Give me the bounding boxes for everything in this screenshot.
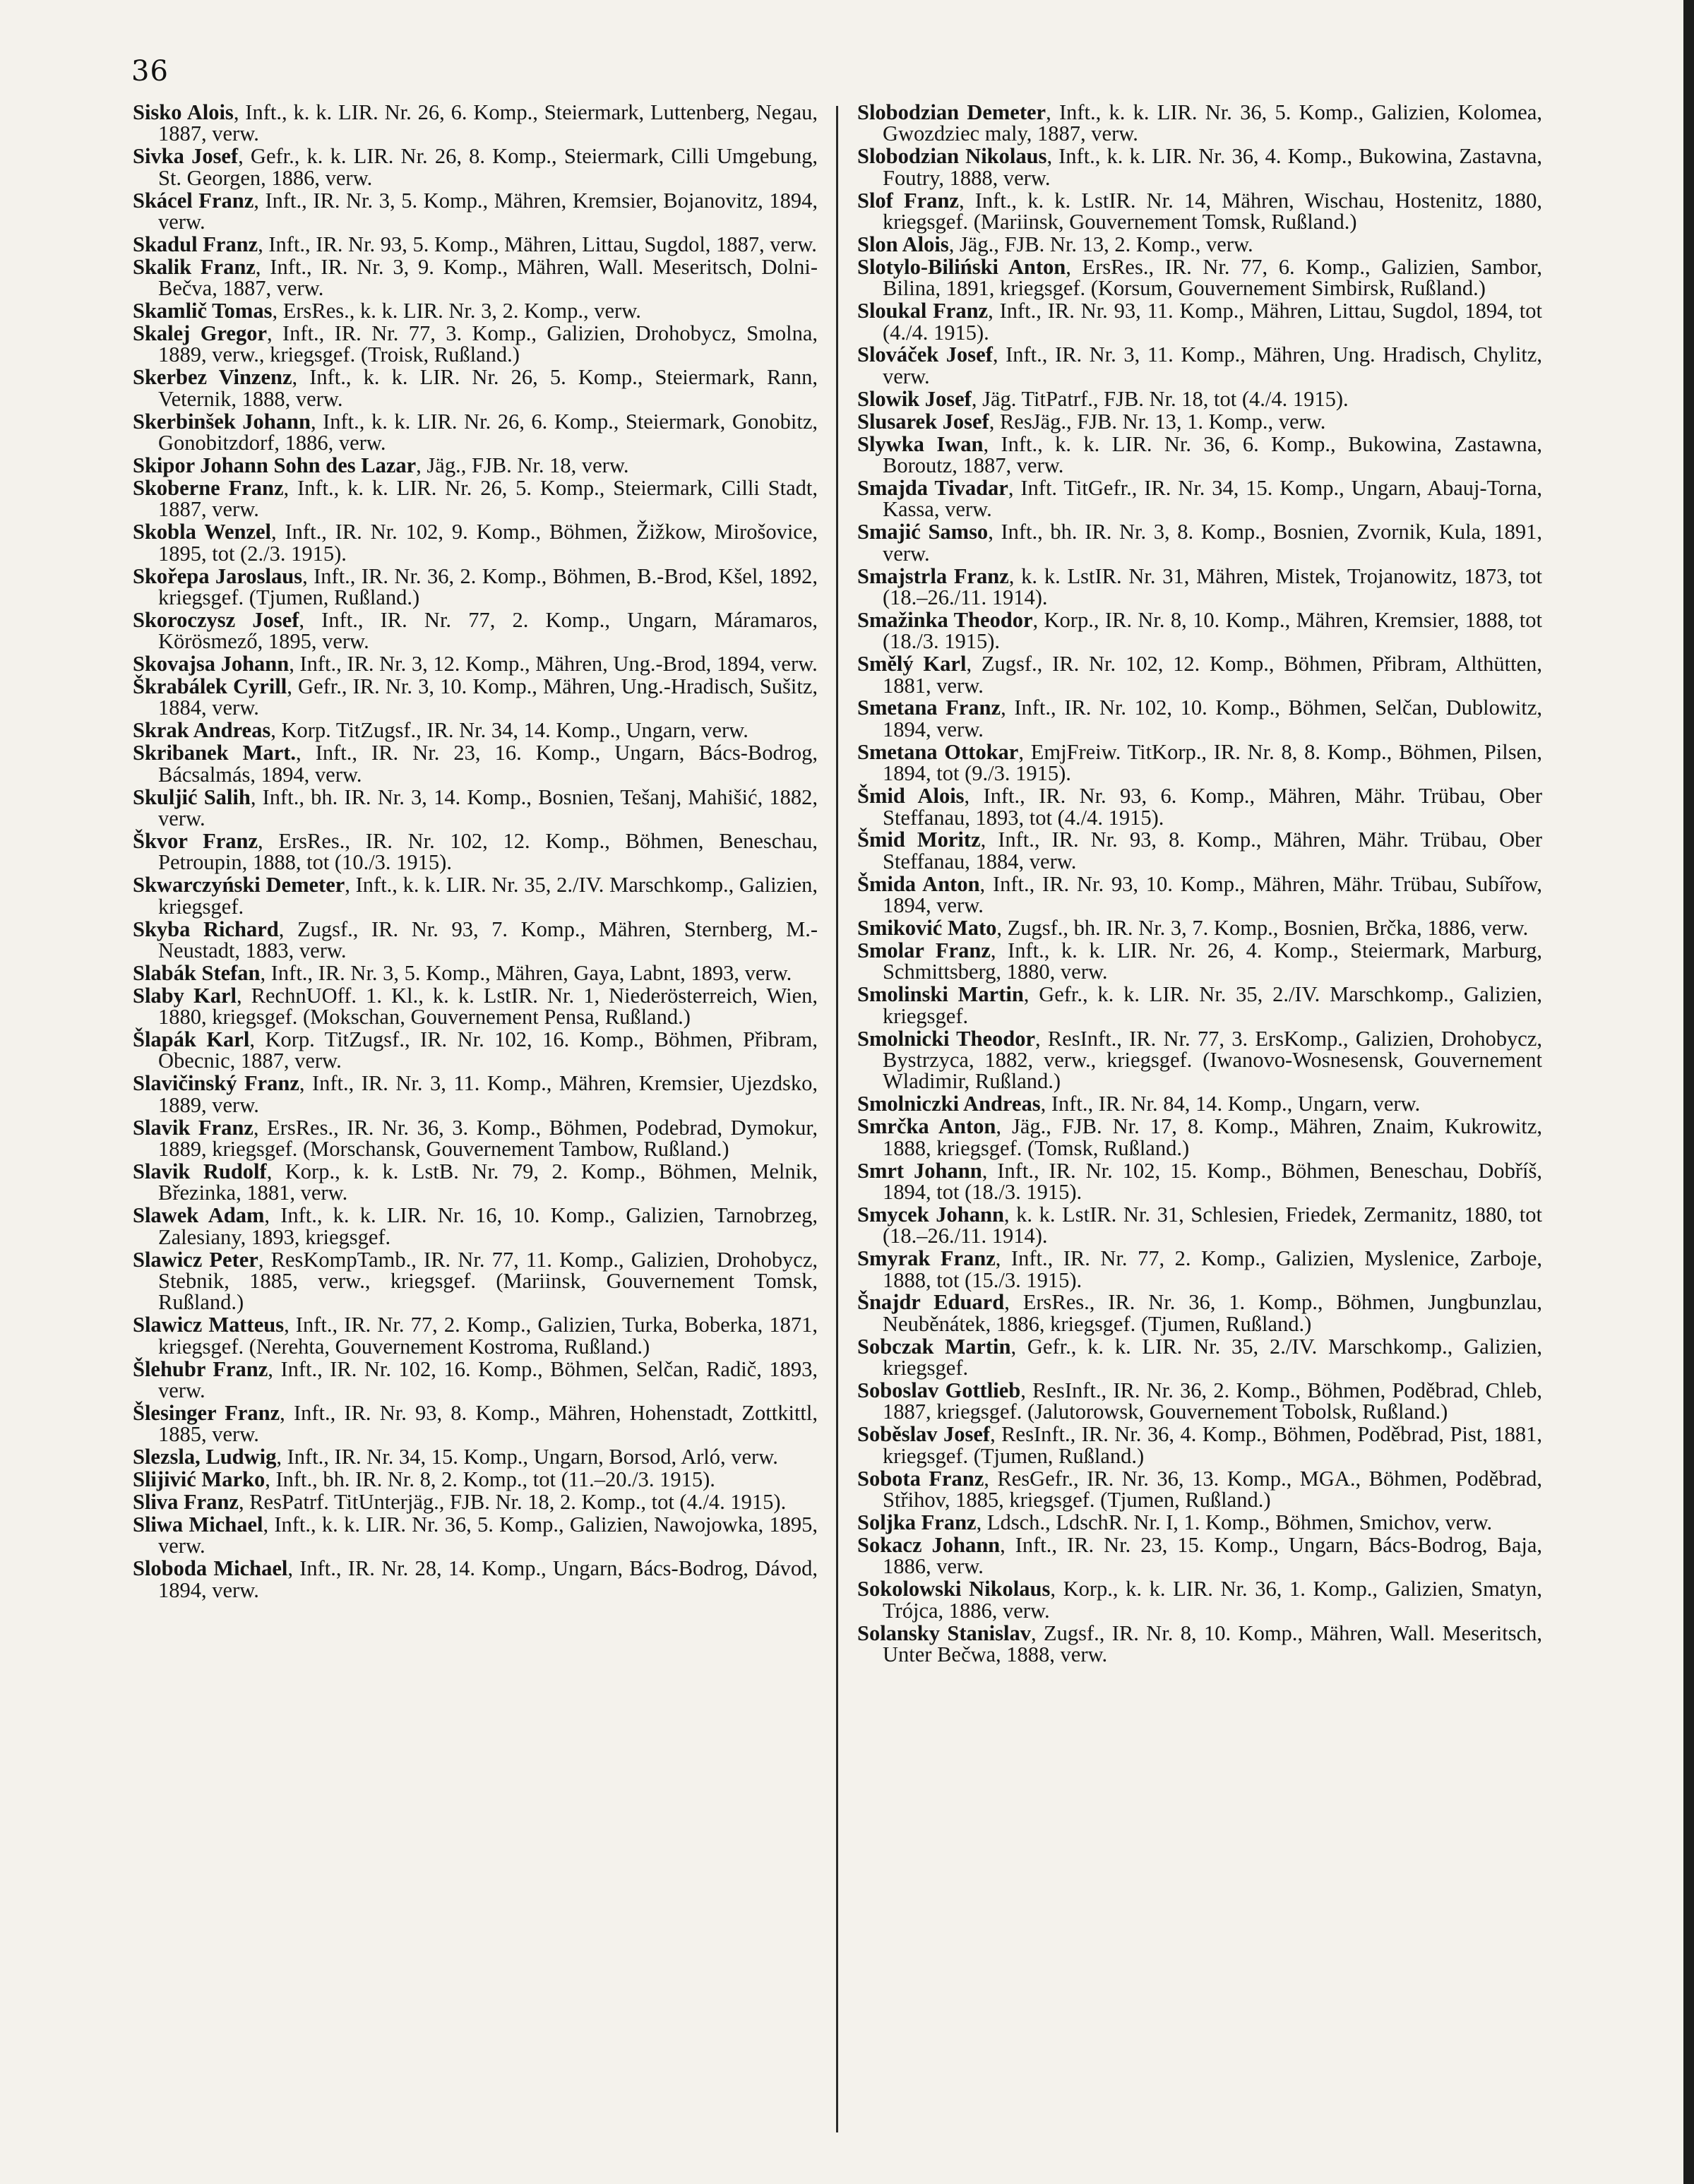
entry-details: , Inft., k. k. LIR. Nr. 36, 5. Komp., Galizien, Nawojowka, 1895, verw.	[158, 1512, 818, 1558]
entry-name: Smetana Ottokar	[857, 739, 1019, 764]
entry-details: , Inft., bh. IR. Nr. 8, 2. Komp., tot (11.–20./3. 1915).	[265, 1467, 715, 1492]
entry-details: , RechnUOff. 1. Kl., k. k. LstIR. Nr. 1, Niederösterreich, Wien, 1880, kriegsgef. (Mokschan, Gouvernement Pensa, Rußland.)	[158, 983, 818, 1030]
entry-name: Skoberne Franz	[133, 475, 284, 500]
entry-details: , Inft., IR. Nr. 3, 5. Komp., Mähren, Kremsier, Bojanovitz, 1894, verw.	[158, 188, 818, 234]
entry-details: , Inft., k. k. LIR. Nr. 26, 6. Komp., Steiermark, Luttenberg, Negau, 1887, verw.	[158, 100, 818, 146]
entry-name: Skadul Franz	[133, 232, 258, 256]
list-item	[133, 830, 818, 873]
entry-name: Slawek Adam	[133, 1203, 265, 1228]
entry-details: , Inft., IR. Nr. 36, 2. Komp., Böhmen, B.-Brod, Kšel, 1892, kriegsgef. (Tjumen, Rußland.)	[158, 563, 818, 609]
entry-details: , Korp., k. k. LIR. Nr. 36, 1. Komp., Galizien, Smatyn, Trójca, 1886, verw.	[883, 1577, 1542, 1623]
entry-details: , Inft., IR. Nr. 28, 14. Komp., Ungarn, Bács-Bodrog, Dávod, 1894, verw.	[158, 1556, 818, 1602]
entry-details: , Gefr., k. k. LIR. Nr. 26, 8. Komp., Steiermark, Cilli Umgebung, St. Georgen, 1886, verw.	[158, 144, 818, 190]
list-item	[133, 742, 818, 785]
entry-details: , ErsRes., IR. Nr. 36, 1. Komp., Böhmen, Jungbunzlau, Neuběnátek, 1886, kriegsgef. (Tjumen, Rußland.)	[883, 1290, 1542, 1336]
column-divider	[836, 106, 838, 2132]
list-item	[133, 784, 818, 830]
list-item	[857, 916, 1542, 941]
list-item	[857, 1116, 1542, 1159]
entry-details: , Korp. TitZugsf., IR. Nr. 34, 14. Komp., Ungarn, verw.	[270, 718, 748, 743]
entry-details: , Inft., k. k. LIR. Nr. 35, 2./IV. Marschkomp., Galizien, kriegsgef.	[158, 873, 818, 919]
list-item	[857, 741, 1542, 784]
list-item	[133, 609, 818, 652]
list-item	[133, 1073, 818, 1116]
entry-details: , ErsRes., IR. Nr. 102, 12. Komp., Böhmen, Beneschau, Petroupin, 1888, tot (10./3. 1915).	[158, 828, 818, 875]
entry-details: , ErsRes., IR. Nr. 77, 6. Komp., Galizien, Sambor, Bilina, 1891, kriegsgef. (Korsum, Gouvernement Simbirsk, Rußland.)	[883, 254, 1542, 301]
entry-name: Skuljić Salih	[133, 784, 251, 809]
entry-details: , Inft. TitGefr., IR. Nr. 34, 15. Komp., Ungarn, Abauj-Torna, Kassa, verw.	[883, 475, 1542, 522]
list-item	[133, 676, 818, 719]
entry-name: Šlesinger Franz	[133, 1400, 280, 1425]
list-item	[857, 1248, 1542, 1291]
entry-details: , Inft., IR. Nr. 23, 16. Komp., Ungarn, Bács-Bodrog, Bácsalmás, 1894, verw.	[158, 741, 818, 787]
list-item	[857, 1093, 1542, 1114]
list-item	[857, 697, 1542, 740]
entry-details: , Inft., bh. IR. Nr. 3, 8. Komp., Bosnien, Zvornik, Kula, 1891, verw.	[883, 520, 1542, 566]
entry-details: , ResPatrf. TitUnterjäg., FJB. Nr. 18, 2. Komp., tot (4./4. 1915).	[238, 1490, 787, 1515]
list-item	[857, 344, 1542, 387]
entry-name: Smajda Tivadar	[857, 475, 1008, 500]
list-item	[857, 256, 1542, 299]
left-column	[133, 102, 818, 1602]
entry-details: , Inft., k. k. LIR. Nr. 16, 10. Komp., Galizien, Tarnobrzeg, Zalesiany, 1893, kriegsgef.	[158, 1203, 818, 1249]
entry-name: Soljka Franz	[857, 1510, 977, 1534]
entry-name: Šmid Alois	[857, 784, 965, 808]
entry-name: Smyrak Franz	[857, 1246, 996, 1271]
list-item	[133, 411, 818, 454]
entry-name: Skořepa Jaroslaus	[133, 563, 303, 588]
entry-name: Slotylo-Biliński Anton	[857, 254, 1066, 279]
entry-details: , Jäg. TitPatrf., FJB. Nr. 18, tot (4./4. 1915).	[971, 386, 1349, 411]
entry-details: , Inft., k. k. LIR. Nr. 36, 4. Komp., Bukowina, Zastavna, Foutry, 1888, verw.	[883, 144, 1542, 190]
list-item	[133, 477, 818, 520]
list-item	[133, 1490, 818, 1515]
entry-details: , EmjFreiw. TitKorp., IR. Nr. 8, 8. Komp., Böhmen, Pilsen, 1894, tot (9./3. 1915).	[883, 739, 1542, 786]
entry-details: , Inft., IR. Nr. 77, 3. Komp., Galizien, Drohobycz, Smolna, 1889, verw., kriegsgef. (Troisk, Rußland.)	[158, 321, 818, 367]
list-item	[133, 1356, 818, 1403]
list-item	[857, 873, 1542, 917]
entry-details: , ErsRes., IR. Nr. 36, 3. Komp., Böhmen, Podebrad, Dymokur, 1889, kriegsgef. (Morschansk, Gouvernement Tambow, Rußland.)	[158, 1115, 818, 1162]
list-item	[857, 145, 1542, 189]
entry-name: Šlapák Karl	[133, 1027, 250, 1052]
entry-name: Slavičinský Franz	[133, 1071, 299, 1096]
entry-name: Šmida Anton	[857, 871, 980, 896]
entry-details: , Inft., k. k. LIR. Nr. 26, 4. Komp., Steiermark, Marburg, Schmittsberg, 1880, verw.	[883, 938, 1542, 984]
entry-name: Soběslav Josef	[857, 1422, 991, 1447]
entry-details: , Gefr., IR. Nr. 3, 10. Komp., Mähren, Ung.-Hradisch, Sušitz, 1884, verw.	[158, 674, 818, 720]
entry-details: , Inft., IR. Nr. 93, 6. Komp., Mähren, Mähr. Trübau, Ober Steffanau, 1893, tot (4./4. 1915).	[883, 784, 1542, 830]
entry-name: Slezsla, Ludwig	[133, 1445, 277, 1469]
entry-details: , ResInft., IR. Nr. 36, 2. Komp., Böhmen, Poděbrad, Chleb, 1887, kriegsgef. (Jalutorowsk, Gouvernement Tobolsk, Rußland.)	[883, 1378, 1542, 1424]
list-item	[857, 1534, 1542, 1577]
entry-name: Slováček Josef	[857, 342, 993, 367]
entry-details: , Jäg., FJB. Nr. 18, verw.	[416, 453, 629, 477]
list-item	[133, 720, 818, 741]
list-item	[133, 300, 818, 321]
list-item	[857, 431, 1542, 477]
list-item	[133, 256, 818, 299]
entry-name: Slawicz Matteus	[133, 1313, 285, 1337]
list-item	[133, 234, 818, 255]
entry-name: Sloboda Michael	[133, 1556, 288, 1581]
entry-details: , Inft., k. k. LIR. Nr. 26, 5. Komp., Steiermark, Cilli Stadt, 1887, verw.	[158, 475, 818, 522]
entry-details: , Korp., IR. Nr. 8, 10. Komp., Mähren, Kremsier, 1888, tot (18./3. 1915).	[883, 607, 1542, 654]
entry-details: , Ldsch., LdschR. Nr. I, 1. Komp., Böhmen, Smichov, verw.	[976, 1510, 1493, 1534]
list-item	[133, 521, 818, 564]
list-item	[857, 609, 1542, 652]
entry-name: Sokolowski Nikolaus	[857, 1577, 1051, 1601]
entry-name: Sokacz Johann	[857, 1532, 1001, 1557]
list-item	[857, 1424, 1542, 1467]
entry-name: Smycek Johann	[857, 1202, 1004, 1227]
entry-details: , Inft., IR. Nr. 93, 8. Komp., Mähren, Mähr. Trübau, Ober Steffanau, 1884, verw.	[883, 828, 1542, 873]
list-item	[857, 1336, 1542, 1379]
entry-name: Skrak Andreas	[133, 718, 271, 743]
list-item	[133, 102, 818, 145]
list-item	[857, 984, 1542, 1027]
entry-details: , Inft., k. k. LIR. Nr. 36, 5. Komp., Galizien, Kolomea, Gwozdziec maly, 1887, verw.	[883, 100, 1542, 146]
entry-details: , Gefr., k. k. LIR. Nr. 35, 2./IV. Marschkomp., Galizien, kriegsgef.	[883, 1334, 1542, 1380]
list-item	[857, 1468, 1542, 1511]
entry-details: , ResJäg., FJB. Nr. 13, 1. Komp., verw.	[989, 409, 1326, 434]
entry-name: Skerbinšek Johann	[133, 409, 311, 434]
entry-details: , Jäg., FJB. Nr. 17, 8. Komp., Mähren, Znaim, Kukrowitz, 1888, kriegsgef. (Tomsk, Rußland.)	[883, 1114, 1542, 1160]
entry-name: Smolar Franz	[857, 938, 991, 962]
entry-name: Slabák Stefan	[133, 960, 261, 985]
list-item	[133, 919, 818, 962]
entry-details: , Inft., IR. Nr. 102, 15. Komp., Böhmen, Beneschau, Dobříš, 1894, tot (18./3. 1915).	[883, 1158, 1543, 1204]
entry-name: Slaby Karl	[133, 983, 237, 1008]
list-item	[133, 1161, 818, 1204]
list-item	[857, 1291, 1542, 1335]
entry-details: , Zugsf., bh. IR. Nr. 3, 7. Komp., Bosnien, Brčka, 1886, verw.	[996, 916, 1529, 941]
entry-details: , Inft., IR. Nr. 77, 2. Komp., Galizien, Myslenice, Zarboje, 1888, tot (15./3. 1915).	[883, 1246, 1543, 1292]
entry-name: Smolnicki Theodor	[857, 1026, 1036, 1051]
list-item	[857, 388, 1542, 410]
list-item	[133, 190, 818, 233]
list-item	[133, 455, 818, 476]
entry-name: Smajstrla Franz	[857, 563, 1009, 588]
entry-details: , Inft., IR. Nr. 23, 15. Komp., Ungarn, Bács-Bodrog, Baja, 1886, verw.	[883, 1532, 1543, 1579]
list-item	[857, 300, 1542, 343]
entry-name: Skamlič Tomas	[133, 299, 273, 323]
entry-name: Smělý Karl	[857, 652, 967, 676]
entry-name: Smajić Samso	[857, 520, 989, 544]
list-item	[857, 940, 1542, 983]
entry-name: Sloukal Franz	[857, 299, 989, 323]
right-column	[857, 102, 1542, 1666]
list-item	[133, 1117, 818, 1160]
entry-name: Skoroczysz Josef	[133, 607, 299, 632]
entry-name: Slusarek Josef	[857, 409, 989, 434]
entry-details: , ResInft., IR. Nr. 77, 3. ErsKomp., Galizien, Drohobycz, Bystrzyca, 1882, verw., kriegsgef. (Iwanovo-Wosnesensk, Gouvernement Wladimir, Rußland.)	[883, 1026, 1543, 1094]
list-item	[857, 1204, 1542, 1247]
list-item	[133, 1558, 818, 1601]
list-item	[857, 1028, 1542, 1092]
list-item	[133, 323, 818, 366]
list-item	[133, 653, 818, 674]
entry-name: Sobczak Martin	[857, 1334, 1011, 1359]
entry-name: Smažinka Theodor	[857, 607, 1033, 632]
entry-details: , ErsRes., k. k. LIR. Nr. 3, 2. Komp., verw.	[272, 299, 641, 323]
entry-name: Slavik Franz	[133, 1115, 253, 1140]
list-item	[857, 102, 1542, 145]
entry-details: , Inft., IR. Nr. 93, 10. Komp., Mähren, Mähr. Trübau, Subířow, 1894, verw.	[883, 871, 1542, 918]
list-item	[857, 653, 1542, 696]
entry-name: Skwarczyński Demeter	[133, 873, 345, 897]
entry-name: Slawicz Peter	[133, 1247, 258, 1272]
entry-name: Skerbez Vinzenz	[133, 365, 292, 390]
list-item	[133, 1249, 818, 1313]
list-item	[133, 1446, 818, 1467]
entry-details: , Korp. TitZugsf., IR. Nr. 102, 16. Komp., Böhmen, Přibram, Obecnic, 1887, verw.	[158, 1027, 818, 1073]
entry-name: Skovajsa Johann	[133, 652, 290, 676]
entry-details: , Inft., IR. Nr. 3, 11. Komp., Mähren, Ung. Hradisch, Chylitz, verw.	[883, 342, 1542, 388]
entry-details: , Inft., IR. Nr. 77, 2. Komp., Galizien, Turka, Boberka, 1871, kriegsgef. (Nerehta, Gouvernement Kostroma, Rußland.)	[158, 1313, 818, 1359]
entry-details: , Inft., IR. Nr. 102, 16. Komp., Böhmen, Selčan, Radič, 1893, verw.	[158, 1356, 818, 1403]
list-item	[133, 1029, 818, 1072]
entry-details: , Inft., IR. Nr. 3, 11. Komp., Mähren, Kremsier, Ujezdsko, 1889, verw.	[158, 1071, 818, 1117]
entry-name: Skácel Franz	[133, 188, 254, 213]
list-item	[133, 1402, 818, 1445]
entry-name: Skalej Gregor	[133, 321, 268, 346]
page-number: 36	[131, 55, 169, 88]
entry-name: Solansky Stanislav	[857, 1621, 1032, 1645]
entry-name: Slavik Rudolf	[133, 1159, 267, 1183]
list-item	[133, 874, 818, 917]
entry-name: Slijivić Marko	[133, 1467, 266, 1492]
list-item	[133, 962, 818, 984]
entry-details: , Inft., IR. Nr. 3, 9. Komp., Mähren, Wall. Meseritsch, Dolni-Bečva, 1887, verw.	[158, 254, 818, 301]
entry-name: Slon Alois	[857, 232, 949, 256]
entry-name: Škvor Franz	[133, 828, 258, 853]
entry-details: , ResInft., IR. Nr. 36, 4. Komp., Böhmen, Poděbrad, Pist, 1881, kriegsgef. (Tjumen, Rußland.)	[883, 1422, 1542, 1468]
entry-name: Skipor Johann Sohn des Lazar	[133, 453, 417, 477]
entry-details: , Inft., IR. Nr. 34, 15. Komp., Ungarn, Borsod, Arló, verw.	[276, 1445, 778, 1469]
entry-details: , Zugsf., IR. Nr. 8, 10. Komp., Mähren, Wall. Meseritsch, Unter Bečwa, 1888, verw.	[883, 1621, 1542, 1666]
entry-name: Skobla Wenzel	[133, 520, 272, 544]
entry-details: , Inft., IR. Nr. 93, 8. Komp., Mähren, Hohenstadt, Zottkittl, 1885, verw.	[158, 1400, 818, 1447]
list-item	[857, 477, 1542, 520]
entry-name: Soboslav Gottlieb	[857, 1378, 1021, 1403]
entry-details: , ResGefr., IR. Nr. 36, 13. Komp., MGA., Böhmen, Poděbrad, Střihov, 1885, kriegsgef. (Tjumen, Rußland.)	[883, 1466, 1543, 1512]
entry-details: , Inft., IR. Nr. 102, 9. Komp., Böhmen, Žižkow, Mirošovice, 1895, tot (2./3. 1915).	[158, 520, 818, 566]
entry-details: , Inft., IR. Nr. 93, 11. Komp., Mähren, Littau, Sugdol, 1894, tot (4./4. 1915).	[883, 299, 1542, 345]
entry-name: Skalik Franz	[133, 254, 256, 279]
entry-details: , Inft., k. k. LIR. Nr. 26, 5. Komp., Steiermark, Rann, Veternik, 1888, verw.	[158, 365, 818, 411]
entry-name: Slof Franz	[857, 188, 959, 213]
list-item	[857, 829, 1542, 872]
entry-details: , Gefr., k. k. LIR. Nr. 35, 2./IV. Marschkomp., Galizien, kriegsgef.	[883, 982, 1542, 1028]
list-item	[133, 985, 818, 1028]
list-item	[857, 785, 1542, 828]
entry-name: Šlehubr Franz	[133, 1356, 268, 1381]
entry-details: , Inft., k. k. LstIR. Nr. 14, Mähren, Wischau, Hostenitz, 1880, kriegsgef. (Mariinsk, Gouvernement Tomsk, Rußland.)	[883, 188, 1543, 234]
entry-details: , Inft., IR. Nr. 3, 5. Komp., Mähren, Gaya, Labnt, 1893, verw.	[260, 960, 792, 985]
entry-details: , Inft., bh. IR. Nr. 3, 14. Komp., Bosnien, Tešanj, Mahišić, 1882, verw.	[158, 784, 818, 830]
list-item	[857, 1160, 1542, 1203]
entry-name: Šmid Moritz	[857, 828, 981, 852]
list-item	[133, 145, 818, 189]
list-item	[857, 411, 1542, 432]
entry-name: Skribanek Mart.	[133, 741, 297, 765]
entry-details: , k. k. LstIR. Nr. 31, Mähren, Mistek, Trojanowitz, 1873, tot (18.–26./11. 1914).	[883, 563, 1542, 609]
entry-name: Sivka Josef	[133, 144, 239, 169]
list-item	[133, 1314, 818, 1357]
list-item	[133, 1514, 818, 1557]
entry-name: Škrabálek Cyrill	[133, 674, 287, 699]
entry-details: , Jäg., FJB. Nr. 13, 2. Komp., verw.	[948, 232, 1253, 256]
entry-name: Smetana Franz	[857, 696, 1001, 720]
entry-details: , ResKompTamb., IR. Nr. 77, 11. Komp., Galizien, Drohobycz, Stebnik, 1885, verw., kriegsgef. (Mariinsk, Gouvernement Tomsk, Rußland.)	[158, 1247, 818, 1315]
entry-name: Slywka Iwan	[857, 431, 984, 456]
entry-name: Šnajdr Eduard	[857, 1290, 1005, 1315]
entry-name: Smiković Mato	[857, 916, 997, 941]
entry-name: Sliwa Michael	[133, 1512, 263, 1536]
list-item	[857, 1623, 1542, 1666]
entry-details: , Inft., IR. Nr. 84, 14. Komp., Ungarn, verw.	[1040, 1092, 1421, 1116]
list-item	[857, 563, 1542, 609]
list-item	[133, 1205, 818, 1248]
entry-name: Sobota Franz	[857, 1466, 984, 1491]
list-item	[857, 1512, 1542, 1533]
entry-name: Smrčka Anton	[857, 1114, 996, 1139]
entry-details: , Zugsf., IR. Nr. 93, 7. Komp., Mähren, Sternberg, M.-Neustadt, 1883, verw.	[158, 917, 818, 962]
entry-name: Slowik Josef	[857, 386, 972, 411]
entry-details: , Inft., IR. Nr. 93, 5. Komp., Mähren, Littau, Sugdol, 1887, verw.	[258, 232, 817, 256]
list-item	[857, 234, 1542, 255]
list-item	[133, 366, 818, 410]
entry-name: Slobodzian Nikolaus	[857, 144, 1047, 169]
entry-name: Sliva Franz	[133, 1490, 239, 1515]
list-item	[857, 1380, 1542, 1423]
entry-details: , Inft., k. k. LIR. Nr. 26, 6. Komp., Steiermark, Gonobitz, Gonobitzdorf, 1886, verw.	[158, 409, 818, 455]
entry-name: Smrt Johann	[857, 1158, 982, 1183]
entry-details: , Zugsf., IR. Nr. 102, 12. Komp., Böhmen, Přibram, Althütten, 1881, verw.	[883, 652, 1542, 698]
list-item	[857, 190, 1542, 233]
entry-name: Smolinski Martin	[857, 982, 1024, 1007]
list-item	[133, 1469, 818, 1490]
entry-details: , k. k. LstIR. Nr. 31, Schlesien, Friedek, Zermanitz, 1880, tot (18.–26./11. 1914).	[883, 1202, 1542, 1248]
list-item	[857, 521, 1542, 564]
entry-name: Smolniczki Andreas	[857, 1092, 1041, 1116]
entry-details: , Korp., k. k. LstB. Nr. 79, 2. Komp., Böhmen, Melnik, Březinka, 1881, verw.	[158, 1159, 818, 1205]
entry-details: , Inft., IR. Nr. 77, 2. Komp., Ungarn, Máramaros, Körösmező, 1895, verw.	[158, 607, 818, 654]
entry-name: Slobodzian Demeter	[857, 100, 1046, 124]
entry-name: Sisko Alois	[133, 100, 234, 124]
entry-details: , Inft., IR. Nr. 102, 10. Komp., Böhmen, Selčan, Dublowitz, 1894, verw.	[883, 696, 1542, 741]
entry-name: Skyba Richard	[133, 917, 279, 941]
list-item	[857, 1578, 1542, 1621]
entry-details: , Inft., k. k. LIR. Nr. 36, 6. Komp., Bukowina, Zastawna, Boroutz, 1887, verw.	[883, 431, 1542, 477]
list-item	[133, 563, 818, 609]
entry-details: , Inft., IR. Nr. 3, 12. Komp., Mähren, Ung.-Brod, 1894, verw.	[289, 652, 818, 676]
